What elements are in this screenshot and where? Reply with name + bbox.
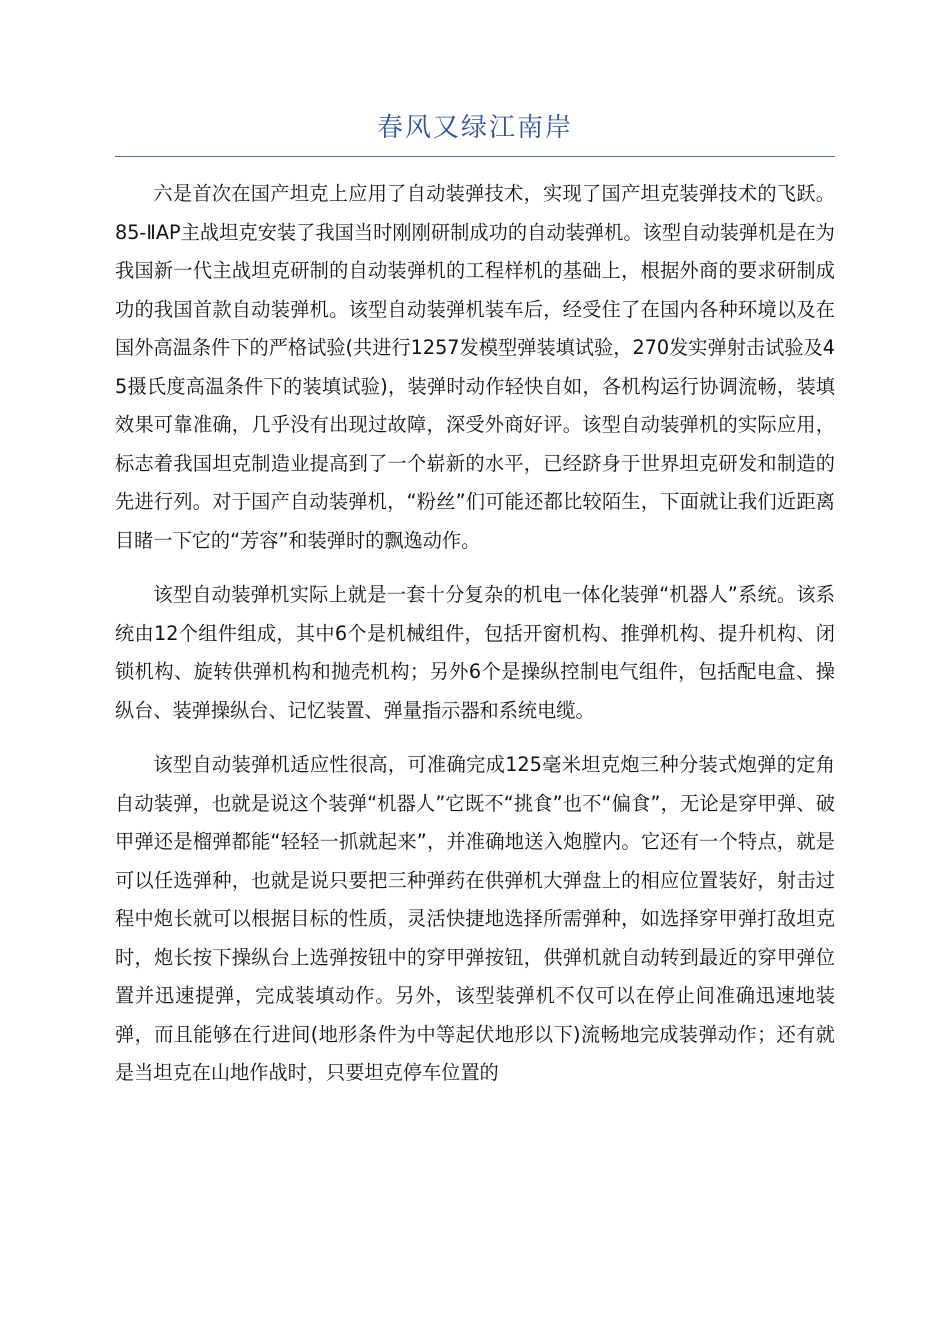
- paragraph-autoloader-intro: 六是首次在国产坦克上应用了自动装弹技术，实现了国产坦克装弹技术的飞跃。85-ⅡAP主战坦克安装了我国当时刚刚研制成功的自动装弹机。该型自动装弹机是在为我国新一代主战坦克研制的自动装弹机的工程样机的基础上，根据外商的要求研制成功的我国首款自动装弹机。该型自动装弹机装车后，经受住了在国内各种环境以及在国外高温条件下的严格试验(共进行1257发模型弹装填试验，270发实弹射击试验及45摄氏度高温条件下的装填试验)，装弹时动作轻快自如，各机构运行协调流畅，装填效果可靠准确，几乎没有出现过故障，深受外商好评。该型自动装弹机的实际应用，标志着我国坦克制造业提高到了一个崭新的水平，已经跻身于世界坦克研发和制造的先进行列。对于国产自动装弹机，“粉丝”们可能还都比较陌生，下面就让我们近距离目睹一下它的“芳容”和装弹时的飘逸动作。: [115, 182, 835, 552]
- page-header: [115, 108, 835, 157]
- header-title: 春风又绿江南岸: [376, 113, 573, 143]
- document-body: [115, 175, 835, 1109]
- paragraph-autoloader-components: 该型自动装弹机实际上就是一套十分复杂的机电一体化装弹“机器人”系统。该系统由12个组件组成，其中6个是机械组件，包括开窗机构、推弹机构、提升机构、闭锁机构、旋转供弹机构和抛壳机构；另外6个是操纵控制电气组件，包括配电盒、操纵台、装弹操纵台、记忆装置、弹量指示器和系统电缆。: [115, 583, 835, 722]
- paragraph-autoloader-adaptability: 该型自动装弹机适应性很高，可准确完成125毫米坦克炮三种分装式炮弹的定角自动装弹，也就是说这个装弹“机器人”它既不“挑食”也不“偏食”，无论是穿甲弹、破甲弹还是榴弹都能“轻轻一抓就起来”，并准确地送入炮膛内。它还有一个特点，就是可以任选弹种，也就是说只要把三种弹药在供弹机大弹盘上的相应位置装好，射击过程中炮长就可以根据目标的性质，灵活快捷地选择所需弹种，如选择穿甲弹打敌坦克时，炮长按下操纵台上选弹按钮中的穿甲弹按钮，供弹机就自动转到最近的穿甲弹位置并迅速提弹，完成装填动作。另外，该型装弹机不仅可以在停止间准确迅速地装弹，而且能够在行进间(地形条件为中等起伏地形以下)流畅地完成装弹动作；还有就是当坦克在山地作战时，只要坦克停车位置的: [115, 753, 835, 1084]
